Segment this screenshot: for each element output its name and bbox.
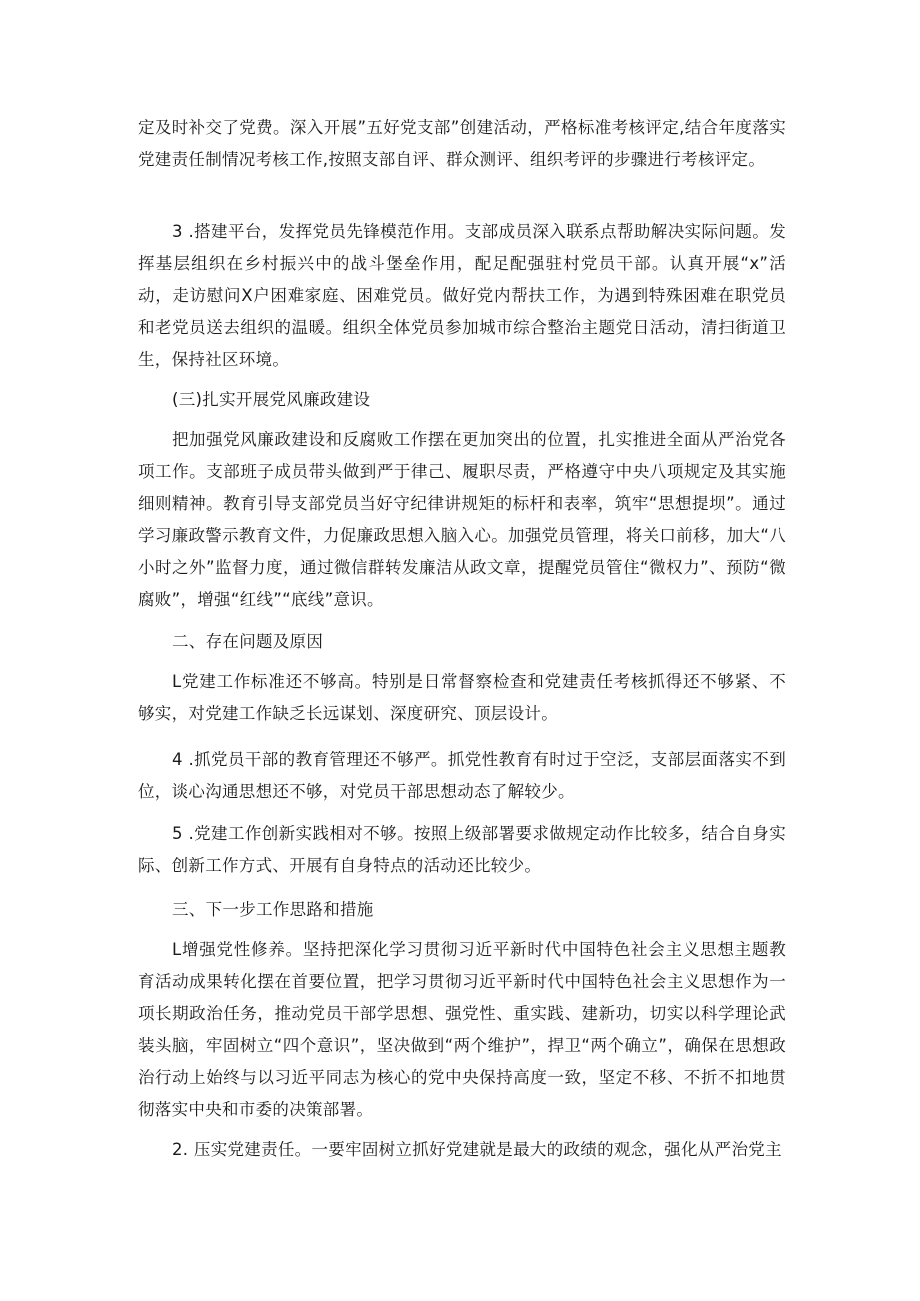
paragraph-strengthen-party-spirit: L增强党性修养。坚持把深化学习贯彻习近平新时代中国特色社会主义思想主题教育活动成果转化摆在首要位置，把学习贯彻习近平新时代中国特色社会主义思想作为一项长期政治任务，推动党员干部学思想、强党性、重实践、建新功，切实以科学理论武装头脑，牢固树立“四个意识”，坚决做到“两个维护”，捍卫“两个确立”，确保在思想政治行动上始终与以习近平同志为核心的党中央保持高度一致，坚定不移、不折不扣地贯彻落实中央和市委的决策部署。 (138, 940, 786, 1119)
section-heading-integrity-building: (三)扎实开展党风廉政建设 (172, 390, 371, 409)
paragraph-party-dues-and-evaluation: 定及时补交了党费。深入开展”五好党支部”创建活动，严格标准考核评定,结合年度落实党建责任制情况考核工作,按照支部自评、群众测评、组织考评的步骤进行考核评定。 (138, 118, 786, 169)
paragraph-problem-education: 4 .抓党员干部的教育管理还不够严。抓党性教育有时过于空泛，支部层面落实不到位，谈心沟通思想还不够，对党员干部思想动态了解较少。 (138, 750, 786, 801)
paragraph-problem-innovation: 5 .党建工作创新实践相对不够。按照上级部署要求做规定动作比较多，结合自身实际、创新工作方式、开展有自身特点的活动还比较少。 (138, 824, 786, 875)
paragraph-consolidate-responsibility: 2. 压实党建责任。一要牢固树立抓好党建就是最大的政绩的观念，强化从严治党主 (172, 1140, 782, 1159)
paragraph-platform-vanguard: 3 .搭建平台，发挥党员先锋模范作用。支部成员深入联系点帮助解决实际问题。发挥基层组织在乡村振兴中的战斗堡垒作用，配足配强驻村党员干部。认真开展“x”活动，走访慰问X户困难家庭、困难党员。做好党内帮扶工作，为遇到特殊困难在职党员和老党员送去组织的温暖。组织全体党员参加城市综合整治主题党日活动，清扫街道卫生，保持社区环境。 (138, 222, 786, 369)
section-heading-next-steps: 三、下一步工作思路和措施 (172, 900, 374, 919)
paragraph-problem-standards: L党建工作标准还不够高。特别是日常督察检查和党建责任考核抓得还不够紧、不够实，对党建工作缺乏长远谋划、深度研究、顶层设计。 (138, 672, 786, 723)
section-heading-problems-and-causes: 二、存在问题及原因 (172, 632, 324, 651)
paragraph-anti-corruption: 把加强党风廉政建设和反腐败工作摆在更加突出的位置，扎实推进全面从严治党各项工作。支部班子成员带头做到严于律己、履职尽责，严格遵守中央八项规定及其实施细则精神。教育引导支部党员当好守纪律讲规矩的标杆和表率，筑牢“思想提坝”。通过学习廉政警示教育文件，力促廉政思想入脑入心。加强党员管理，将关口前移，加大“八小时之外”监督力度，通过微信群转发廉洁从政文章，提醒党员管住“微权力”、预防“微腐败”，增强“红线”“底线”意识。 (138, 430, 786, 609)
